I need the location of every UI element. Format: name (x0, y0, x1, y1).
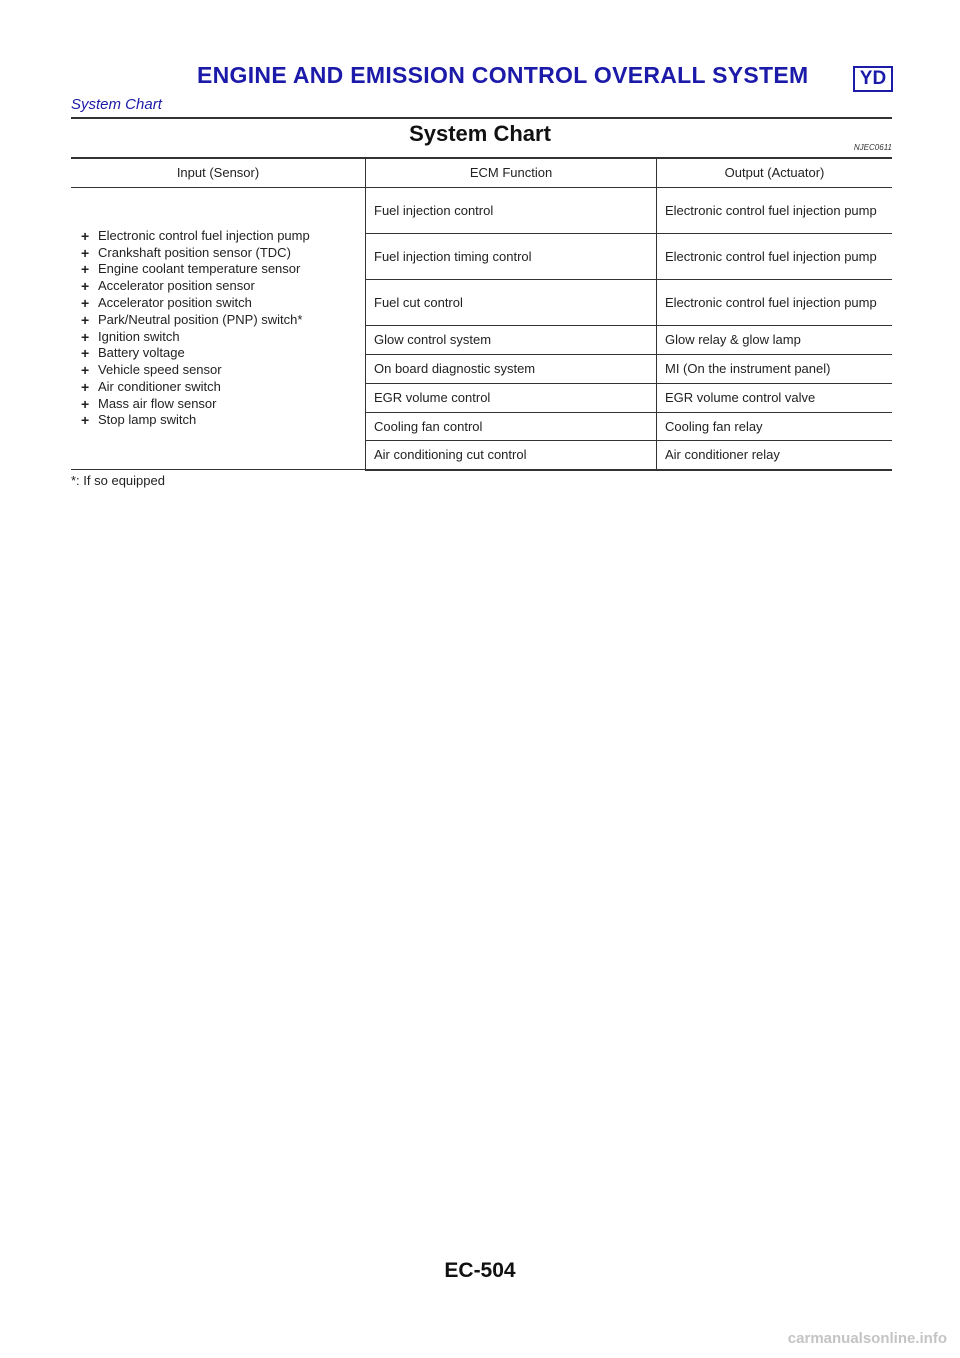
list-item: + Engine coolant temperature sensor (79, 261, 357, 278)
function-cell: Glow control system (366, 326, 657, 355)
output-cell: EGR volume control valve (657, 384, 893, 413)
column-header-input: Input (Sensor) (71, 158, 366, 188)
column-header-function: ECM Function (366, 158, 657, 188)
output-cell: Electronic control fuel injection pump (657, 188, 893, 234)
table-row (71, 188, 892, 234)
reference-code: NJEC0611 (853, 143, 892, 152)
watermark: carmanualsonline.info (787, 1330, 947, 1347)
header-subtitle: System Chart (71, 96, 162, 113)
function-cell: EGR volume control (366, 384, 657, 413)
footnote: *: If so equipped (71, 473, 165, 488)
output-cell: MI (On the instrument panel) (657, 355, 893, 384)
input-sensor-list (79, 228, 357, 430)
input-sensor-cell (71, 188, 366, 470)
system-chart-table (71, 157, 892, 471)
section-title: System Chart (409, 121, 551, 146)
function-cell: Fuel injection timing control (366, 234, 657, 280)
list-item: + Accelerator position switch (79, 295, 357, 312)
list-item: + Electronic control fuel injection pump (79, 228, 357, 245)
function-cell: Air conditioning cut control (366, 441, 657, 470)
table-header-row (71, 158, 892, 188)
output-cell: Cooling fan relay (657, 413, 893, 441)
list-item: + Mass air flow sensor (79, 396, 357, 413)
list-item: + Vehicle speed sensor (79, 362, 357, 379)
column-header-output: Output (Actuator) (657, 158, 893, 188)
output-cell: Electronic control fuel injection pump (657, 234, 893, 280)
list-item: + Air conditioner switch (79, 379, 357, 396)
function-cell: Cooling fan control (366, 413, 657, 441)
model-code-badge: YD (853, 66, 893, 92)
function-cell: On board diagnostic system (366, 355, 657, 384)
header-title: ENGINE AND EMISSION CONTROL OVERALL SYSTEM (197, 62, 809, 88)
list-item: + Accelerator position sensor (79, 278, 357, 295)
page-number: EC-504 (444, 1259, 516, 1282)
list-item: + Ignition switch (79, 329, 357, 346)
list-item: + Stop lamp switch (79, 412, 357, 429)
function-cell: Fuel cut control (366, 280, 657, 326)
output-cell: Glow relay & glow lamp (657, 326, 893, 355)
function-cell: Fuel injection control (366, 188, 657, 234)
list-item: + Crankshaft position sensor (TDC) (79, 245, 357, 262)
header-rule (71, 117, 892, 119)
list-item: + Battery voltage (79, 345, 357, 362)
list-item: + Park/Neutral position (PNP) switch* (79, 312, 357, 329)
output-cell: Electronic control fuel injection pump (657, 280, 893, 326)
output-cell: Air conditioner relay (657, 441, 893, 470)
